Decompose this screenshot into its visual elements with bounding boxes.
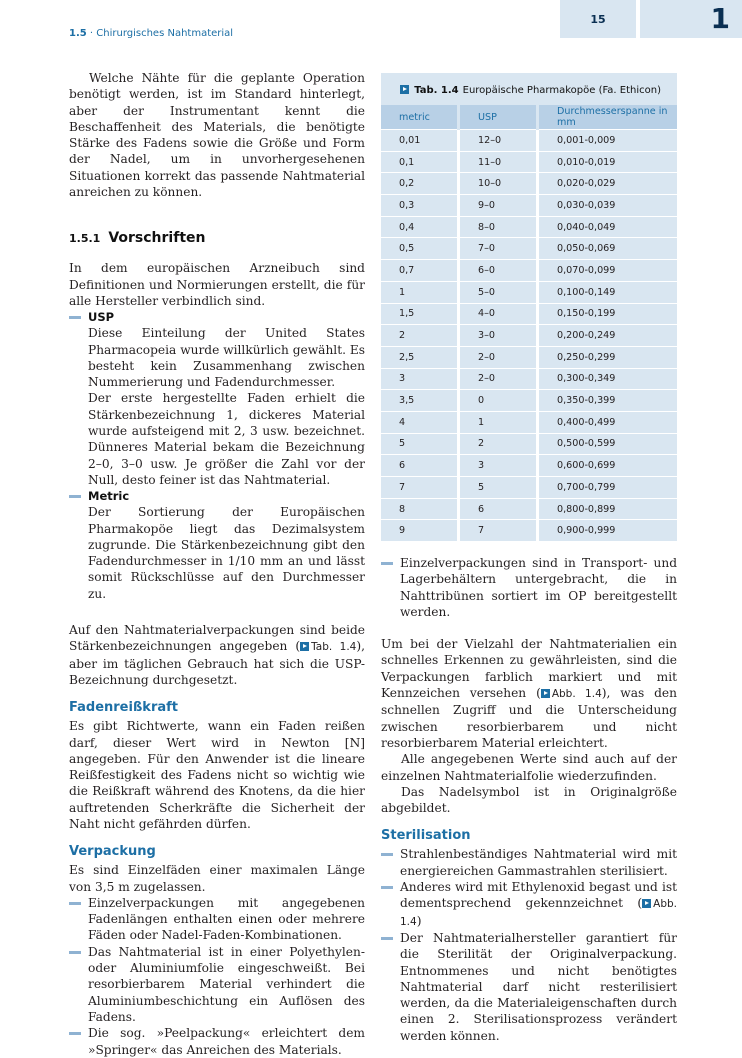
cell-usp: 12–0 [459,130,538,152]
page-number-box [560,0,636,38]
cell-metric: 4 [381,411,459,433]
cell-usp: 5 [459,477,538,499]
cell-metric: 3 [381,368,459,390]
table-row [381,216,677,238]
table-row [381,281,677,303]
cell-metric: 8 [381,498,459,520]
list-item [69,1025,365,1058]
cell-diameter: 0,300-0,349 [538,368,678,390]
list-item [381,846,677,879]
cell-metric: 0,01 [381,130,459,152]
cell-usp: 8–0 [459,216,538,238]
chapter-number: 1 [710,2,730,35]
cell-metric: 1,5 [381,303,459,325]
left-column [69,70,365,1058]
cell-usp: 6 [459,498,538,520]
table-row [381,303,677,325]
fadenreisskraft-paragraph: Es gibt Richtwerte, wann ein Faden reißen darf, dieser Wert wird in Newton [N] angegeben. Für den Anwender ist die lineare Reißfestigkeit des Fadens nicht so wichtig wie die Reißkraft während des Knotens, da die hier auftretenden Scherkräfte die Sicherheit der Naht nicht gefährden dürfen. [69,719,365,831]
table-body [381,130,677,542]
recognition-paragraph [381,636,677,751]
heading-verpackung: Verpackung [69,844,156,860]
table-row [381,477,677,499]
cell-usp: 1 [459,411,538,433]
values-paragraph: Alle angegebenen Werte sind auch auf der einzelnen Nahtmaterialfolie wiederzufinden. [381,752,677,783]
table-row [381,520,677,541]
cell-usp: 3–0 [459,325,538,347]
list-item [69,944,365,1025]
dash-bullet-icon [69,902,81,905]
page-number: 15 [590,12,606,26]
section-heading [69,230,365,246]
section-number: 1.5.1 [69,232,101,246]
table-box [381,73,677,541]
both-text-b: ), aber im täglichen Gebrauch hat sich die USP-Bezeichnung durchgesetzt. [69,639,365,687]
cell-usp: 0 [459,390,538,412]
cell-diameter: 0,350-0,399 [538,390,678,412]
table-row [381,260,677,282]
cell-diameter: 0,100-0,149 [538,281,678,303]
list-item [381,555,677,620]
storage-item: Einzelverpackungen sind in Transport- und Lagerbehältern untergebracht, die in Nahttribünen sortiert im OP bereitgestellt werden. [400,556,677,619]
table-row [381,368,677,390]
running-head-separator: · [86,28,97,39]
cell-diameter: 0,400-0,499 [538,411,678,433]
term-metric: Metric [88,489,130,504]
cell-metric: 0,7 [381,260,459,282]
cell-usp: 3 [459,455,538,477]
cell-metric: 6 [381,455,459,477]
cell-usp: 6–0 [459,260,538,282]
column-header-diameter: Durchmesserspanne in mm [538,104,678,130]
table-ref-icon [300,642,309,651]
column-header-usp: USP [459,104,538,130]
list-item-metric [69,488,365,602]
section-title: Vorschriften [108,230,206,247]
cell-diameter: 0,040-0,049 [538,216,678,238]
dash-bullet-icon [381,562,393,565]
verpackung-item-3: Die sog. »Peelpackung« erleichtert dem »Springer« das Anreichen des Materials. [88,1026,365,1057]
both-text-a: Auf den Nahtmaterialverpackungen sind beide Stärkenbezeichnungen angegeben ( [69,623,365,654]
sterilisation-item-2-text-a: Anderes wird mit Ethylenoxid begast und ist dementsprechend gekennzeichnet ( [400,880,677,911]
cell-metric: 2 [381,325,459,347]
cell-usp: 4–0 [459,303,538,325]
table-row [381,130,677,152]
dash-bullet-icon [69,1032,81,1035]
cell-metric: 3,5 [381,390,459,412]
cell-metric: 0,1 [381,151,459,173]
needle-symbol-paragraph: Das Nadelsymbol ist in Originalgröße abgebildet. [381,784,677,816]
figure-ref-link[interactable]: Abb. 1.4 [400,898,677,928]
table-marker-icon [400,85,409,94]
table-row [381,346,677,368]
figure-ref-link[interactable]: Abb. 1.4 [551,688,602,701]
cell-usp: 2 [459,433,538,455]
dash-bullet-icon [69,495,81,498]
table-title: Europäische Pharmakopöe (Fa. Ethicon) [462,85,662,96]
cell-diameter: 0,700-0,799 [538,477,678,499]
cell-usp: 11–0 [459,151,538,173]
recognition-text-a: Um bei der Vielzahl der Nahtmaterialien ein schnelles Erkennen zu gewährleisten, sind die Verpackungen farblich markiert und mit Kennzeichen versehen ( [381,637,677,701]
cell-usp: 2–0 [459,368,538,390]
cell-metric: 1 [381,281,459,303]
cell-usp: 7 [459,520,538,541]
table-row [381,151,677,173]
table-ref-link[interactable]: Tab. 1.4 [311,641,357,654]
cell-diameter: 0,900-0,999 [538,520,678,541]
both-paragraph [69,622,365,688]
pharmacopoeia-table [381,103,677,541]
right-column [381,555,677,1044]
dash-bullet-icon [69,951,81,954]
usp-paragraph-2: Der erste hergestellte Faden erhielt die Stärkenbezeichnung 1, dickeres Material wurde aufsteigend mit 2, 3 usw. bezeichnet. Dünneres Material bekam die Bezeichnung 2–0, 3–0 usw. Je größer die Zahl vor der Null, desto feiner ist das Nahtmaterial. [88,391,365,487]
table-row [381,498,677,520]
usp-paragraph-1: Diese Einteilung der United States Pharmacopeia wurde willkürlich gewählt. Es besteht kein Zusammenhang zwischen Nummerierung und Fadendurchmesser. [88,326,365,390]
verpackung-item-2: Das Nahtmaterial ist in einer Polyethylen- oder Aluminiumfolie eingeschweißt. Bei resorbierbarem Material verhindert die Aluminiumbeschichtung ein Auflösen des Fadens. [88,944,365,1024]
cell-usp: 9–0 [459,195,538,217]
cell-diameter: 0,150-0,199 [538,303,678,325]
table-row [381,433,677,455]
figure-ref-icon [642,899,651,908]
cell-diameter: 0,030-0,039 [538,195,678,217]
dash-bullet-icon [381,937,393,940]
list-item [381,879,677,930]
dash-bullet-icon [69,316,81,319]
cell-metric: 5 [381,433,459,455]
column-header-metric: metric [381,104,459,130]
table-caption [381,73,677,103]
section-paragraph: In dem europäischen Arzneibuch sind Definitionen und Normierungen erstellt, die für alle Hersteller verbindlich sind. [69,261,365,308]
cell-usp: 7–0 [459,238,538,260]
cell-diameter: 0,200-0,249 [538,325,678,347]
table-row [381,195,677,217]
cell-usp: 10–0 [459,173,538,195]
cell-metric: 2,5 [381,346,459,368]
table-row [381,238,677,260]
term-usp: USP [88,310,115,325]
list-item [381,930,677,1044]
table-row [381,325,677,347]
table-row [381,411,677,433]
cell-metric: 0,3 [381,195,459,217]
sterilisation-item-2 [400,879,677,930]
running-head-number: 1.5 [69,28,87,39]
cell-metric: 0,5 [381,238,459,260]
dash-bullet-icon [381,886,393,889]
cell-diameter: 0,020-0,029 [538,173,678,195]
list-item-usp [69,309,365,488]
table-row [381,390,677,412]
cell-diameter: 0,010-0,019 [538,151,678,173]
running-head [69,28,233,39]
cell-diameter: 0,070-0,099 [538,260,678,282]
cell-diameter: 0,500-0,599 [538,433,678,455]
cell-metric: 0,4 [381,216,459,238]
sterilisation-item-3: Der Nahtmaterialhersteller garantiert für die Sterilität der Originalverpackung. Entnommenes und nicht benötigtes Nahtmaterial darf nicht resterilisiert werden, da die Materialeigenschaften durch einen 2. Sterilisationsprozess verändert werden können. [400,930,677,1043]
cell-diameter: 0,001-0,009 [538,130,678,152]
intro-paragraph: Welche Nähte für die geplante Operation benötigt werden, ist im Standard hinterlegt, aber der Instrumentant kennt die Beschaffenheit des Materials, die benötigte Stärke des Fadens sowie die Größe und Form der Nadel, um in unvorhergesehenen Situationen korrekt das passende Nahtmaterial anreichen zu können. [69,71,365,200]
table-label: Tab. 1.4 [414,85,459,96]
verpackung-paragraph: Es sind Einzelfäden einer maximalen Länge von 3,5 m zugelassen. [69,863,365,894]
cell-diameter: 0,250-0,299 [538,346,678,368]
recognition-text-b: ), was den schnellen Zugriff und die Unterscheidung zwischen resorbierbarem und nicht resorbierbarem Material erleichtert. [381,686,677,750]
list-item [69,895,365,944]
metric-paragraph: Der Sortierung der Europäischen Pharmakopöe liegt das Dezimalsystem zugrunde. Die Stärkenbezeichnung gibt den Fadendurchmesser in 1/10 mm an und lässt somit Rückschlüsse auf den Durchmesser zu. [88,505,365,601]
sterilisation-item-2-text-b: ) [416,913,422,928]
dash-bullet-icon [381,853,393,856]
table-header-row [381,104,677,130]
cell-metric: 9 [381,520,459,541]
figure-ref-icon [541,689,550,698]
verpackung-item-1: Einzelverpackungen mit angegebenen Fadenlängen enthalten einen oder mehrere Fäden oder Nadel-Faden-Kombinationen. [88,895,365,943]
cell-usp: 2–0 [459,346,538,368]
cell-usp: 5–0 [459,281,538,303]
cell-metric: 0,2 [381,173,459,195]
heading-sterilisation: Sterilisation [381,828,471,844]
cell-diameter: 0,800-0,899 [538,498,678,520]
heading-fadenreisskraft: Fadenreißkraft [69,700,179,716]
cell-metric: 7 [381,477,459,499]
table-row [381,455,677,477]
table-row [381,173,677,195]
running-head-title: Chirurgisches Nahtmaterial [96,28,234,39]
chapter-tab [640,0,742,38]
sterilisation-item-1: Strahlenbeständiges Nahtmaterial wird mit energiereichen Gammastrahlen sterilisiert. [400,847,677,878]
cell-diameter: 0,600-0,699 [538,455,678,477]
cell-diameter: 0,050-0,069 [538,238,678,260]
